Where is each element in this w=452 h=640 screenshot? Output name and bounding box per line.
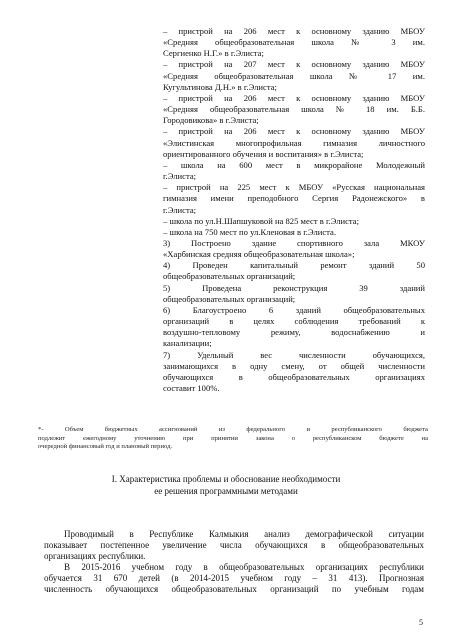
list-line: «Средняя общеобразовательная школа № 17 им. bbox=[163, 70, 425, 81]
list-item bbox=[163, 350, 425, 395]
list-line: – пристрой на 225 мест к МБОУ «Русская национальная bbox=[163, 182, 425, 193]
list-line: воздушно-тепловому режиму, водоснабжению и bbox=[163, 327, 425, 338]
list-line: канализации; bbox=[163, 338, 212, 349]
list-item bbox=[163, 126, 425, 159]
list-line: занимающихся в одну смену, от общей численности bbox=[163, 360, 425, 371]
list-item bbox=[163, 238, 425, 260]
list-item bbox=[163, 93, 425, 126]
list-item bbox=[163, 216, 425, 227]
paragraph-line: численность обучающихся общеобразовательных организаций по учебным годам bbox=[44, 584, 424, 595]
list-line: – школа на 750 мест по ул.Кленовая в г.Элиста. bbox=[163, 226, 337, 237]
list-line: Кугультинова Д.Н.» в г.Элиста; bbox=[163, 81, 277, 92]
paragraph-line: показывает постепенное увеличение числа обучающихся в общеобразовательных bbox=[44, 540, 424, 551]
paragraph-line: обучается 31 670 детей (в 2014-2015 учебном году – 31 413). Прогнозная bbox=[44, 573, 424, 584]
list-item bbox=[163, 227, 425, 238]
list-line: гимназия имени преподобного Сергия Радонежского» в bbox=[163, 193, 425, 204]
list-line: организаций в целях соблюдения требований к bbox=[163, 316, 425, 327]
list-line: Городовикова» в г.Элиста; bbox=[163, 115, 259, 126]
footnote-line: очередной финансовый год и плановый период. bbox=[38, 443, 173, 451]
section-heading-line: ее решения программными методами bbox=[154, 485, 298, 496]
paragraph-line: В 2015-2016 учебном году в общеобразовательных организациях республики bbox=[64, 562, 424, 573]
page-number: 5 bbox=[419, 618, 423, 627]
list-line: – пристрой на 206 мест к основному зданию МБОУ bbox=[163, 26, 425, 36]
list-line: обучающихся в общеобразовательных организациях bbox=[163, 371, 425, 382]
footnote-line: подлежит ежегодному уточнению при принятии закона о республиканском бюджете на bbox=[38, 434, 428, 442]
footnote-line: *- Объем бюджетных ассигнований из федерального и республиканского бюджета bbox=[38, 426, 428, 433]
list-item bbox=[163, 260, 425, 282]
list-item bbox=[163, 160, 425, 182]
list-line: составит 100%. bbox=[163, 383, 220, 393]
list-line: – пристрой на 206 мест к основному зданию МБОУ bbox=[163, 92, 425, 103]
list-line: г.Элиста; bbox=[163, 204, 197, 215]
list-line: 6) Благоустроено 6 зданий общеобразовательных bbox=[163, 304, 425, 315]
list-item bbox=[163, 26, 425, 59]
list-line: ориентированного обучения и воспитания» в г.Элиста; bbox=[163, 148, 364, 159]
list-item bbox=[163, 305, 425, 350]
list-line: «Средняя общеобразовательная школа № 3 им. bbox=[163, 37, 425, 48]
list-line: 4) Проведен капитальный ремонт зданий 50 bbox=[163, 260, 425, 271]
list-item bbox=[163, 59, 425, 92]
section-heading-line: I. Характеристика проблемы и обоснование необходимости bbox=[111, 474, 341, 484]
paragraph bbox=[44, 529, 424, 562]
paragraph bbox=[44, 562, 424, 595]
measures-list bbox=[163, 26, 425, 394]
list-line: 7) Удельный вес численности обучающихся, bbox=[163, 349, 425, 360]
paragraph-line: организациях республики. bbox=[44, 551, 146, 562]
list-line: г.Элиста; bbox=[163, 171, 197, 182]
list-line: – пристрой на 207 мест к основному зданию МБОУ bbox=[163, 59, 425, 70]
list-line: общеобразовательных организаций; bbox=[163, 293, 296, 304]
list-line: – школа по ул.Н.Шапшуковой на 825 мест в г.Элиста; bbox=[163, 215, 359, 226]
list-line: 5) Проведена реконструкция 39 зданий bbox=[163, 282, 425, 293]
list-line: – пристрой на 206 мест к основному зданию МБОУ bbox=[163, 126, 425, 137]
section-heading bbox=[0, 474, 452, 497]
list-line: – школа на 600 мест в микрорайоне Молодежный bbox=[163, 159, 425, 170]
list-line: «Харбинская средняя общеобразовательная школа»; bbox=[163, 249, 355, 260]
paragraph-line: Проводимый в Республике Калмыкия анализ демографической ситуации bbox=[64, 529, 424, 539]
budget-footnote bbox=[38, 426, 428, 452]
list-line: общеобразовательных организаций; bbox=[163, 271, 296, 282]
list-line: «Средняя общеобразовательная школа № 18 им. Б.Б. bbox=[163, 104, 425, 115]
list-item bbox=[163, 182, 425, 215]
list-line: Сергиенко Н.Г.» в г.Элиста; bbox=[163, 48, 264, 59]
list-item bbox=[163, 283, 425, 305]
list-line: «Элистинская многопрофильная гимназия личностного bbox=[163, 137, 425, 148]
body-text bbox=[44, 529, 424, 596]
list-line: 3) Построено здание спортивного зала МКОУ bbox=[163, 237, 425, 248]
